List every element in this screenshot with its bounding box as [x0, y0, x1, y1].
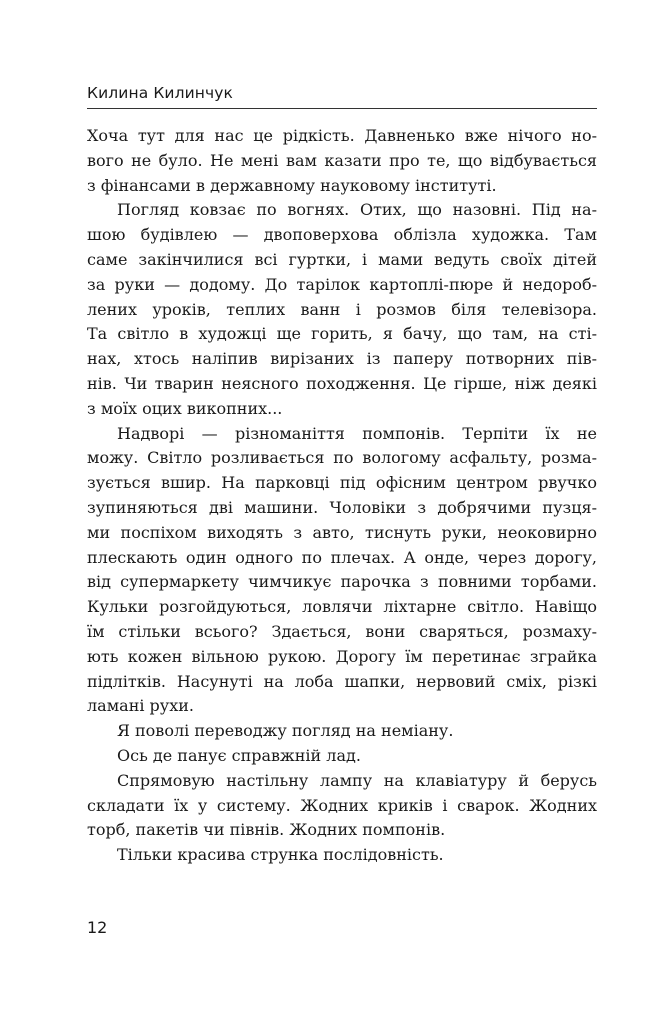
- text-line: вого не було. Не мені вам казати про те, що відбувається: [87, 150, 597, 170]
- text-line: з фінансами в державному науковому інституті.: [87, 175, 497, 195]
- text-line: Хоча тут для нас це рідкість. Давненько вже нічого но-: [87, 126, 597, 145]
- text-line: ламані рухи.: [87, 696, 194, 716]
- text-line: Та світло в художці ще горить, я бачу, що там, на сті-: [87, 324, 597, 344]
- text-line: за руки — додому. До тарілок картоплі-пюре й недороб-: [87, 274, 597, 294]
- page-number: 12: [87, 918, 108, 937]
- text-line: Погляд ковзає по вогнях. Отих, що назовні. Під на-: [117, 200, 597, 220]
- text-line: від супермаркету чимчикує парочка з повними торбами.: [87, 572, 597, 592]
- header-rule: [87, 108, 597, 109]
- running-head-author: Килина Килинчук: [87, 84, 234, 102]
- text-line: складати їх у систему. Жодних криків і сварок. Жодних: [87, 795, 597, 815]
- text-line: плескають один одного по плечах. А онде, через дорогу,: [87, 547, 597, 567]
- text-line: їм стільки всього? Здається, вони сваряться, розмаху-: [87, 621, 597, 641]
- text-line: зується вшир. На парковці під офісним центром рвучко: [87, 473, 597, 493]
- text-line: Я поволі переводжу погляд на неміану.: [117, 721, 454, 741]
- text-line: Ось де панує справжній лад.: [117, 745, 361, 765]
- text-line: шою будівлею — двоповерхова облізла художка. Там: [87, 225, 597, 245]
- text-line: зупиняються дві машини. Чоловіки з добрячими пузця-: [87, 497, 597, 517]
- text-line: ми поспіхом виходять з авто, тиснуть руки, неоковирно: [87, 522, 597, 542]
- text-line: саме закінчилися всі гуртки, і мами ведуть своїх дітей: [87, 249, 597, 269]
- text-line: можу. Світло розливається по вологому асфальту, розма-: [87, 448, 597, 468]
- text-line: лених уроків, теплих ванн і розмов біля телевізора.: [87, 299, 597, 319]
- text-line: Кульки розгойдуються, ловлячи ліхтарне світло. Навіщо: [87, 597, 597, 617]
- text-line: нів. Чи тварин неясного походження. Це гірше, ніж деякі: [87, 373, 597, 393]
- text-line: Тільки красива струнка послідовність.: [117, 845, 444, 865]
- body-text: [87, 124, 597, 868]
- text-line: нах, хтось наліпив вирізаних із паперу потворних пів-: [87, 349, 597, 369]
- text-line: ють кожен вільною рукою. Дорогу їм перетинає зграйка: [87, 646, 597, 666]
- text-line: торб, пакетів чи півнів. Жодних помпонів.: [87, 820, 446, 840]
- text-line: Спрямовую настільну лампу на клавіатуру й берусь: [117, 770, 597, 790]
- text-line: з моїх оцих викопних...: [87, 398, 283, 418]
- text-line: Надворі — різноманіття помпонів. Терпіти їх не: [117, 423, 597, 443]
- text-line: підлітків. Насунуті на лоба шапки, нервовий сміх, різкі: [87, 671, 597, 691]
